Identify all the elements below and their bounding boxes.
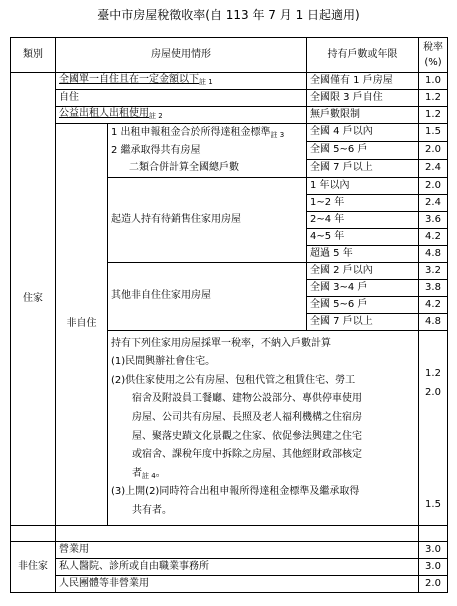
usage-cell: 營業用 bbox=[56, 541, 419, 558]
single-rate-item-2-line: 或宿舍、課稅年度中拆除之房屋、其他經財政部核定 bbox=[132, 449, 362, 461]
header-rate-label: 稅率 bbox=[423, 42, 443, 53]
table-row bbox=[11, 541, 448, 558]
document-title: 臺中市房屋稅徵收率(自 113 年 7 月 1 日起適用) bbox=[97, 8, 360, 22]
rate-cell: 2.0 bbox=[419, 177, 448, 194]
header-rate bbox=[419, 38, 448, 73]
category-non-residential: 非住家 bbox=[11, 541, 56, 592]
holding-cell: 1~2 年 bbox=[307, 194, 419, 211]
rate-cell: 4.2 bbox=[419, 296, 448, 313]
rate-cell: 2.0 bbox=[419, 141, 448, 159]
single-rate-item-2-line: (2)供住家使用之公有房屋、包租代管之租賃住宅、勞工 bbox=[111, 374, 356, 386]
holding-cell: 全國 7 戶以上 bbox=[307, 313, 419, 330]
single-rate-item-3-line: 共有者。 bbox=[132, 504, 172, 516]
holding-cell: 全國 5~6 戶 bbox=[307, 141, 419, 159]
holding-cell: 無戶數限制 bbox=[307, 107, 419, 124]
holding-cell: 全國 5~6 戶 bbox=[307, 296, 419, 313]
category-non-self-residential: 非自住 bbox=[56, 124, 108, 526]
single-rate-intro: 持有下列住家用房屋採單一稅率，不納入戶數計算 bbox=[111, 337, 331, 349]
usage-group-builder-unsold: 起造人持有待銷售住家用房屋 bbox=[108, 177, 307, 262]
holding-cell: 4~5 年 bbox=[307, 228, 419, 245]
rate-cell: 1.2 bbox=[419, 90, 448, 107]
holding-cell: 全國 4 戶以內 bbox=[307, 124, 419, 142]
footnote-ref: 註 2 bbox=[149, 112, 163, 120]
holding-cell: 超過 5 年 bbox=[307, 245, 419, 262]
table-row bbox=[11, 73, 448, 90]
usage-group-rental-inherited: 1 出租申報租金合於所得達租金標準$_{註 3}$ 2 繼承取得共有房屋 二類合併計算全國總戶數 bbox=[108, 124, 307, 178]
holding-cell: 全國限 3 戶自住 bbox=[307, 90, 419, 107]
rate-cell: 2.0 bbox=[425, 387, 441, 398]
rate-cell: 2.4 bbox=[419, 159, 448, 177]
footnote-ref: 註 3 bbox=[270, 131, 285, 139]
category-residential: 住家 bbox=[11, 73, 56, 526]
rate-cell: 4.8 bbox=[419, 245, 448, 262]
holding-cell: 全國 7 戶以上 bbox=[307, 159, 419, 177]
usage-group-other-non-self: 其他非自住住家用房屋 bbox=[108, 262, 307, 330]
holding-cell: 全國 3~4 戶 bbox=[307, 279, 419, 296]
header-rate-unit: (%) bbox=[424, 57, 442, 68]
single-rate-item-2-line: 者$_{註 4}$。 bbox=[132, 467, 166, 480]
usage-cell: 全國單一自住且在一定金額以下$_{註 1}$ bbox=[56, 73, 307, 90]
rate-cell: 4.8 bbox=[419, 313, 448, 330]
table-row bbox=[11, 107, 448, 124]
usage-cell: 公益出租人出租使用$_{註 2}$ bbox=[56, 107, 307, 124]
rate-cell: 2.4 bbox=[419, 194, 448, 211]
holding-cell: 全國僅有 1 戶房屋 bbox=[307, 73, 419, 90]
single-rate-item-2-line: 宿舍及附設員工餐廳、建物公設部分、專供停車使用 bbox=[132, 393, 362, 405]
rate-cell: 3.0 bbox=[419, 541, 448, 558]
rate-cell: 4.2 bbox=[419, 228, 448, 245]
single-rate-item-2-line: 屋、聚落史蹟文化景觀之住家、依促參法興建之住宅 bbox=[132, 430, 362, 442]
header-usage: 房屋使用情形 bbox=[56, 38, 307, 73]
table-row-spacer bbox=[11, 525, 448, 541]
rate-cell: 3.2 bbox=[419, 262, 448, 279]
rate-cell: 1.2 bbox=[419, 107, 448, 124]
holding-cell: 全國 2 戶以內 bbox=[307, 262, 419, 279]
rate-cell: 1.0 bbox=[419, 73, 448, 90]
holding-cell: 2~4 年 bbox=[307, 211, 419, 228]
header-category: 類別 bbox=[11, 38, 56, 73]
usage-cell: 自住 bbox=[56, 90, 307, 107]
rate-cell: 1.5 bbox=[419, 124, 448, 142]
single-rate-item-3-line: (3)上開(2)同時符合出租申報所得達租金標準及繼承取得 bbox=[111, 486, 360, 498]
rate-cell: 3.8 bbox=[419, 279, 448, 296]
single-rate-item-2-line: 房屋、公司共有房屋、長照及老人福利機構之住宿房 bbox=[132, 411, 362, 423]
usage-cell: 私人醫院、診所或自由職業事務所 bbox=[56, 558, 419, 575]
footnote-ref: 註 4 bbox=[142, 471, 156, 480]
table-row bbox=[11, 575, 448, 592]
single-rate-item-1: (1)民間興辦社會住宅。 bbox=[111, 356, 216, 368]
table-header-row bbox=[11, 38, 448, 73]
tax-rate-table bbox=[10, 37, 448, 593]
table-row bbox=[11, 124, 448, 142]
usage-cell: 人民團體等非營業用 bbox=[56, 575, 419, 592]
header-holding: 持有戶數或年限 bbox=[307, 38, 419, 73]
rate-cell: 1.2 bbox=[425, 368, 441, 380]
footnote-ref: 註 1 bbox=[199, 78, 213, 86]
rate-cell: 1.5 bbox=[425, 498, 441, 510]
rate-cell: 3.0 bbox=[419, 558, 448, 575]
rate-cell: 3.6 bbox=[419, 211, 448, 228]
single-rate-list bbox=[108, 330, 419, 525]
table-row bbox=[11, 558, 448, 575]
single-rate-values bbox=[419, 330, 448, 525]
table-row bbox=[11, 90, 448, 107]
rate-cell: 2.0 bbox=[419, 575, 448, 592]
holding-cell: 1 年以內 bbox=[307, 177, 419, 194]
